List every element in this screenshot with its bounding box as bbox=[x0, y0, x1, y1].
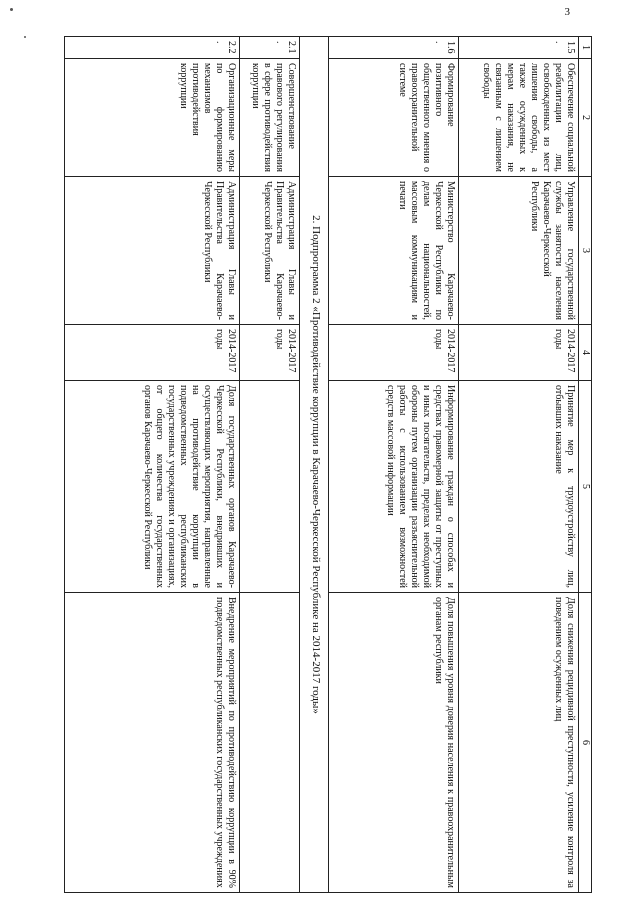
result-cell: Доля снижения рецидивной преступности, усиление контроля за поведением осужденных лиц bbox=[459, 593, 579, 893]
table-row bbox=[459, 37, 579, 893]
column-number: 6 bbox=[579, 593, 592, 893]
column-number-row bbox=[579, 37, 592, 893]
column-number: 1 bbox=[579, 37, 592, 59]
row-number: 1.5. bbox=[459, 37, 579, 59]
result-cell: Внедрение мероприятий по противодействию коррупции в 90% подведомственных республиканских государственных учреждениях bbox=[65, 593, 240, 893]
column-number: 4 bbox=[579, 325, 592, 381]
executor-cell: Министерство Карачаево-Черкесской Республики по делам национальностей, массовым коммуникациям и печати bbox=[329, 177, 459, 325]
executor-cell: Управление государственной службы занятости населения Карачаево-Черкесской Республики bbox=[459, 177, 579, 325]
column-number: 2 bbox=[579, 59, 592, 177]
content-cell: Принятие мер к трудоустройству лиц, отбывших наказание bbox=[459, 381, 579, 593]
table-row bbox=[329, 37, 459, 893]
measure-cell: Обеспечение социальной реабилитации лиц, освобожденных из мест лишения свободы, а также осужденных к мерам наказания, не связанным с лишением свободы bbox=[459, 59, 579, 177]
table-row bbox=[240, 37, 300, 893]
section-row bbox=[300, 37, 329, 893]
result-cell bbox=[240, 593, 300, 893]
scan-speck bbox=[24, 36, 26, 38]
program-measures-table bbox=[64, 36, 592, 893]
scan-speck bbox=[10, 8, 13, 11]
table-row bbox=[65, 37, 240, 893]
executor-cell: Администрация Главы и Правительства Карачаево-Черкесской Республики bbox=[240, 177, 300, 325]
column-number: 3 bbox=[579, 177, 592, 325]
measure-cell: Формирование позитивного общественного мнения о правоохранительной системе bbox=[329, 59, 459, 177]
rotated-table-page bbox=[64, 36, 592, 892]
period-cell: 2014-2017 годы bbox=[240, 325, 300, 381]
measure-cell: Совершенствование правового регулирования в сфере противодействия коррупции bbox=[240, 59, 300, 177]
period-cell: 2014-2017 годы bbox=[65, 325, 240, 381]
content-cell bbox=[240, 381, 300, 593]
period-cell: 2014-2017 годы bbox=[329, 325, 459, 381]
period-cell: 2014-2017 годы bbox=[459, 325, 579, 381]
executor-cell: Администрация Главы и Правительства Карачаево-Черкесской Республики bbox=[65, 177, 240, 325]
page-number: 3 bbox=[564, 6, 570, 18]
content-cell: Информирование граждан о способах и средствах правомерной защиты от преступных и иных посягательств, пределах необходимой обороны путем организации разъяснительной работы с использованием возможностей средств массовой информации bbox=[329, 381, 459, 593]
row-number: 2.1. bbox=[240, 37, 300, 59]
section-title: 2. Подпрограмма 2 «Противодействие коррупции в Карачаево-Черкесской Республике на 2014-2017 годы» bbox=[300, 37, 329, 893]
column-number: 5 bbox=[579, 381, 592, 593]
row-number: 1.6. bbox=[329, 37, 459, 59]
content-cell: Доля государственных органов Карачаево-Черкесской Республики, внедривших и осуществляющих мероприятия, направленные на противодействие коррупции в подведомственных республиканских государственных учреждениях и организациях, от общего количества государственных органов Карачаево-Черкесской Республики bbox=[65, 381, 240, 593]
row-number: 2.2. bbox=[65, 37, 240, 59]
measure-cell: Организационные меры по формированию механизмов противодействия коррупции bbox=[65, 59, 240, 177]
result-cell: Доля повышения уровня доверия населения к правоохранительным органам республики bbox=[329, 593, 459, 893]
